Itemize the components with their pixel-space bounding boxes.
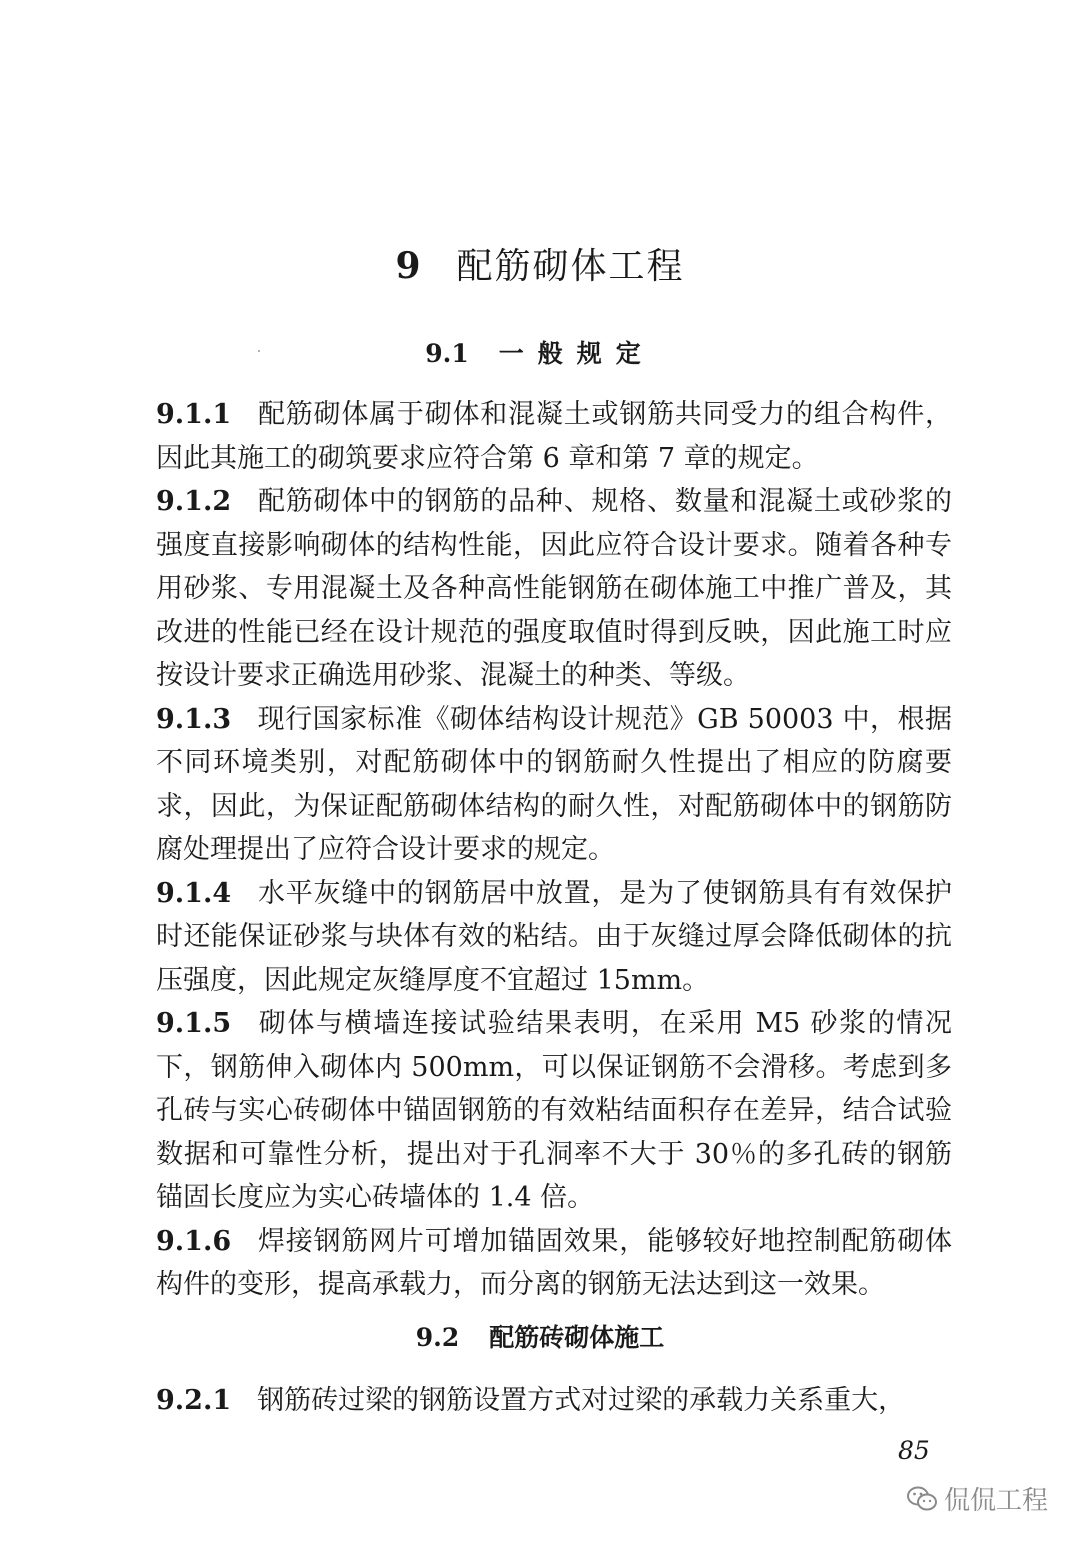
clause-text: 配筋砌体属于砌体和混凝土或钢筋共同受力的组合构件，因此其施工的砌筑要求应符合第 6 章和第 7 章的规定。 xyxy=(156,399,952,474)
clause-number: 9.1.2 xyxy=(156,486,232,517)
clause-9-1-4 xyxy=(156,872,952,1003)
clause-number: 9.1.1 xyxy=(156,399,232,430)
section-body-9-1 xyxy=(156,393,952,1307)
watermark-text: 侃侃工程 xyxy=(944,1486,1049,1516)
clause-text: 现行国家标准《砌体结构设计规范》GB 50003 中，根据不同环境类别，对配筋砌体中的钢筋耐久性提出了相应的防腐要求，因此，为保证配筋砌体结构的耐久性，对配筋砌体中的钢筋防腐处理提出了应符合设计要求的规定。 xyxy=(156,703,952,865)
chapter-number: 9 xyxy=(395,245,423,287)
section-number: 9.2 xyxy=(415,1323,460,1352)
chapter-title xyxy=(0,238,1080,289)
section-title-9-1 xyxy=(0,334,1080,370)
section-title-text: 配筋砖砌体施工 xyxy=(489,1323,665,1352)
clause-number: 9.1.5 xyxy=(156,1008,232,1039)
section-title-text: 一般规定 xyxy=(498,339,655,368)
clause-number: 9.1.6 xyxy=(156,1225,232,1257)
clause-9-2-1 xyxy=(156,1379,952,1423)
wechat-icon xyxy=(906,1485,938,1513)
clause-9-1-3 xyxy=(156,698,952,872)
watermark xyxy=(906,1480,1048,1517)
section-number: 9.1 xyxy=(425,339,469,368)
clause-number: 9.1.4 xyxy=(156,877,232,909)
clause-number: 9.2.1 xyxy=(156,1385,232,1416)
clause-text: 水平灰缝中的钢筋居中放置，是为了使钢筋具有有效保护时还能保证砂浆与块体有效的粘结。由于灰缝过厚会降低砌体的抗压强度，因此规定灰缝厚度不宜超过 15mm。 xyxy=(156,877,952,996)
clause-text: 钢筋砖过梁的钢筋设置方式对过梁的承载力关系重大， xyxy=(257,1385,906,1416)
clause-9-1-2 xyxy=(156,480,952,698)
clause-number: 9.1.3 xyxy=(156,703,232,735)
clause-9-1-6 xyxy=(156,1220,952,1307)
clause-text: 砌体与横墙连接试验结果表明，在采用 M5 砂浆的情况下，钢筋伸入砌体内 500mm，可以保证钢筋不会滑移。考虑到多孔砖与实心砖砌体中锚固钢筋的有效粘结面积存在差异，结合试验数据和可靠性分析，提出对于孔洞率不大于 30％的多孔砖的钢筋锚固长度应为实心砖墙体的 1.4 倍。 xyxy=(156,1008,952,1213)
section-body-9-2 xyxy=(156,1379,952,1423)
clause-9-1-1 xyxy=(156,393,952,480)
clause-9-1-5 xyxy=(156,1002,952,1220)
chapter-title-text: 配筋砌体工程 xyxy=(456,246,685,287)
section-title-9-2 xyxy=(0,1318,1080,1354)
clause-text: 焊接钢筋网片可增加锚固效果，能够较好地控制配筋砌体构件的变形，提高承载力，而分离的钢筋无法达到这一效果。 xyxy=(156,1225,952,1300)
page-number: 85 xyxy=(898,1436,930,1465)
clause-text: 配筋砌体中的钢筋的品种、规格、数量和混凝土或砂浆的强度直接影响砌体的结构性能，因此应符合设计要求。随着各种专用砂浆、专用混凝土及各种高性能钢筋在砌体施工中推广普及，其改进的性能已经在设计规范的强度取值时得到反映，因此施工时应按设计要求正确选用砂浆、混凝土的种类、等级。 xyxy=(156,486,952,691)
